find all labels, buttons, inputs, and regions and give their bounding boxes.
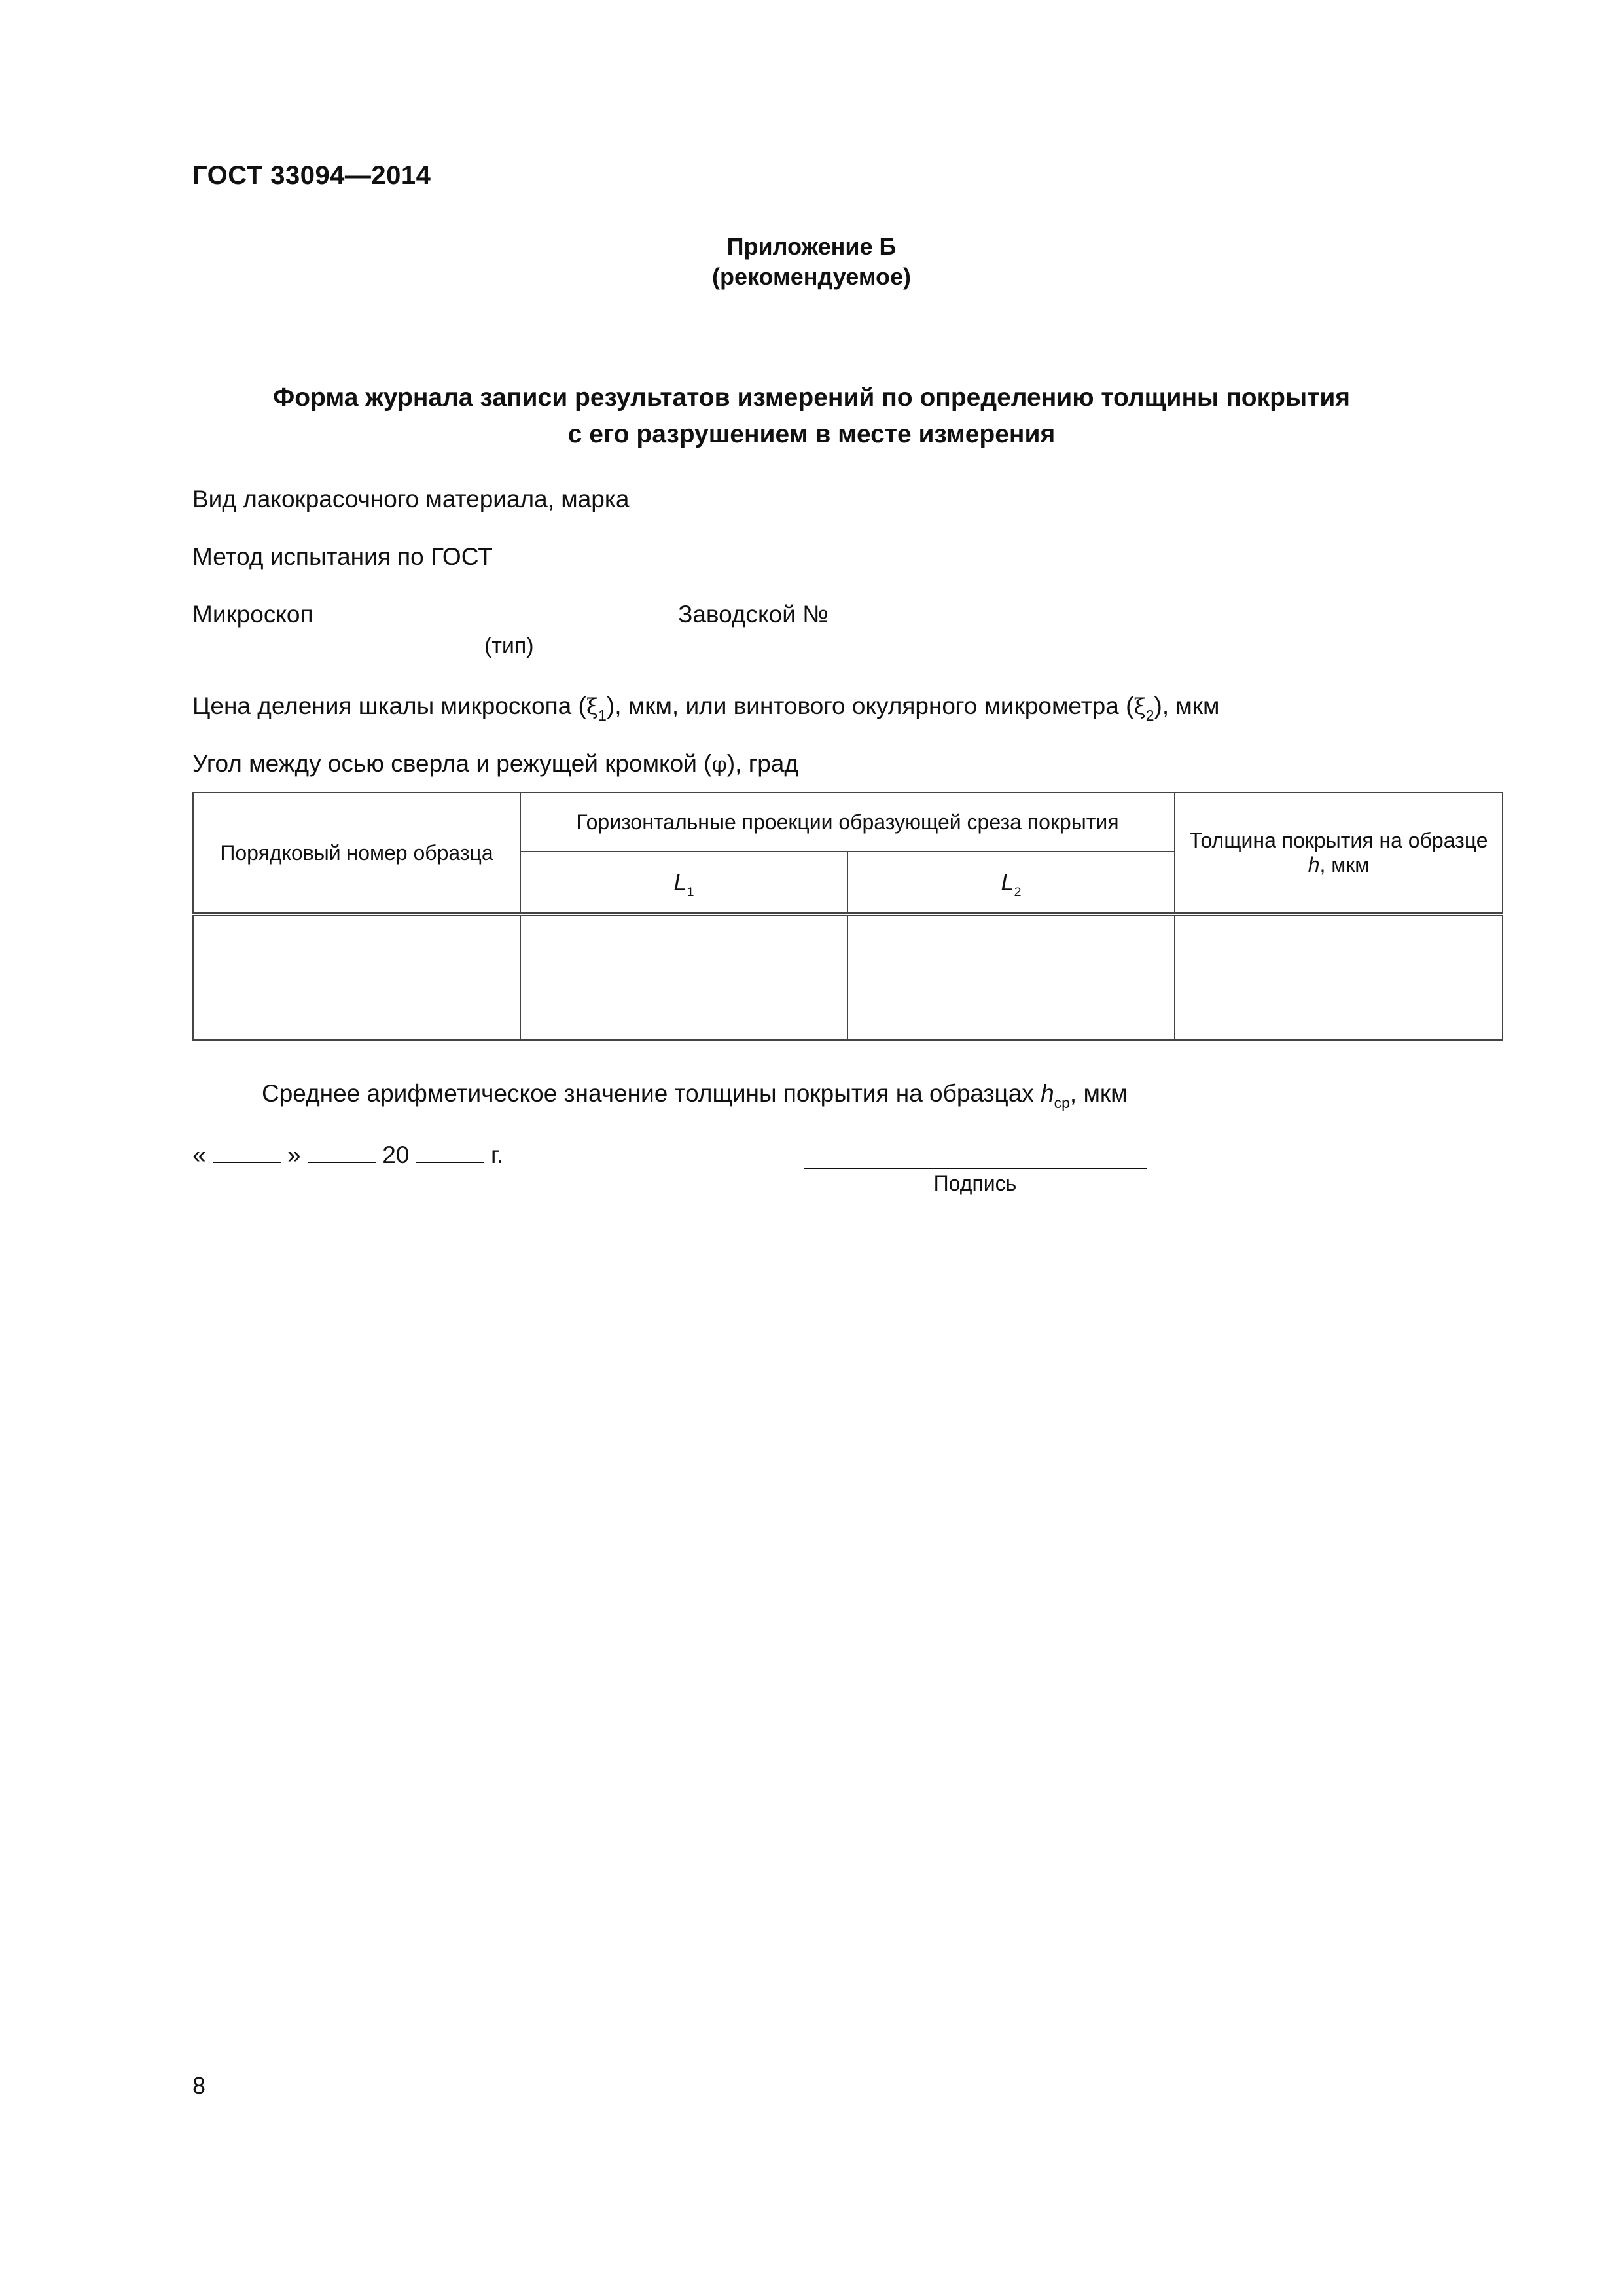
- day-blank[interactable]: [213, 1142, 281, 1163]
- table-row: [193, 914, 1503, 1040]
- paint-material-label: Вид лакокрасочного материала, марка: [192, 486, 630, 512]
- date-century: 20: [382, 1141, 410, 1168]
- angle-suffix: ), град: [726, 750, 798, 777]
- serial-number-label: Заводской №: [678, 601, 829, 628]
- l2-cell[interactable]: [847, 914, 1175, 1040]
- form-title-line-1: Форма журнала записи результатов измерений по определению толщины покрытия: [272, 384, 1351, 412]
- angle-label: [192, 750, 798, 778]
- xi-subscript-2: 2: [1145, 707, 1154, 725]
- scale-division-middle: ), мкм, или винтового окулярного микрометра (: [606, 692, 1134, 719]
- xi-symbol-2: ξ: [1133, 694, 1146, 719]
- average-subscript: ср: [1054, 1094, 1070, 1112]
- col-l2-header: [847, 852, 1175, 914]
- average-suffix: , мкм: [1069, 1080, 1128, 1107]
- appendix-title: Приложение Б: [726, 233, 897, 260]
- thickness-cell[interactable]: [1175, 914, 1503, 1040]
- thickness-header-symbol: h: [1308, 853, 1320, 876]
- microscope-label: Микроскоп: [192, 601, 313, 628]
- scale-division-label: [192, 692, 1220, 725]
- thickness-header-prefix: Толщина покрытия на образце: [1189, 829, 1488, 852]
- sample-number-cell[interactable]: [193, 914, 520, 1040]
- col-projections-header: Горизонтальные проекции образующей среза покрытия: [520, 793, 1175, 852]
- col-l1-header: [520, 852, 847, 914]
- test-method-label: Метод испытания по ГОСТ: [192, 543, 493, 570]
- average-thickness-label: [262, 1080, 1128, 1112]
- appendix-status: (рекомендуемое): [712, 263, 911, 290]
- l2-symbol: L: [1001, 869, 1014, 895]
- xi-subscript-1: 1: [598, 707, 607, 725]
- form-title-line-2: с его разрушением в месте измерения: [567, 420, 1056, 448]
- date-year-suffix: г.: [491, 1141, 504, 1168]
- l2-subscript: 2: [1014, 884, 1022, 899]
- document-header: ГОСТ 33094—2014: [192, 161, 431, 190]
- col-sample-number-header: Порядковый номер образца: [193, 793, 520, 914]
- phi-symbol: φ: [711, 751, 727, 777]
- type-hint: (тип): [484, 634, 534, 658]
- average-prefix: Среднее арифметическое значение толщины покрытия на образцах: [262, 1080, 1041, 1107]
- month-blank[interactable]: [308, 1142, 376, 1163]
- year-blank[interactable]: [416, 1142, 484, 1163]
- signature-label: Подпись: [933, 1172, 1017, 1195]
- xi-symbol-1: ξ: [586, 694, 599, 719]
- thickness-header-suffix: , мкм: [1319, 853, 1370, 876]
- l1-cell[interactable]: [520, 914, 847, 1040]
- measurement-table: [192, 792, 1503, 1041]
- date-line: [192, 1141, 503, 1169]
- date-close-quote: »: [287, 1141, 301, 1168]
- col-thickness-header: [1175, 793, 1503, 914]
- page-number: 8: [192, 2072, 206, 2099]
- signature-line[interactable]: [804, 1168, 1147, 1169]
- scale-division-prefix: Цена деления шкалы микроскопа (: [192, 692, 586, 719]
- date-open-quote: «: [192, 1141, 206, 1168]
- l1-symbol: L: [673, 869, 687, 895]
- average-symbol: h: [1041, 1080, 1054, 1107]
- angle-prefix: Угол между осью сверла и режущей кромкой (: [192, 750, 712, 777]
- scale-division-suffix: ), мкм: [1154, 692, 1220, 719]
- l1-subscript: 1: [687, 884, 694, 899]
